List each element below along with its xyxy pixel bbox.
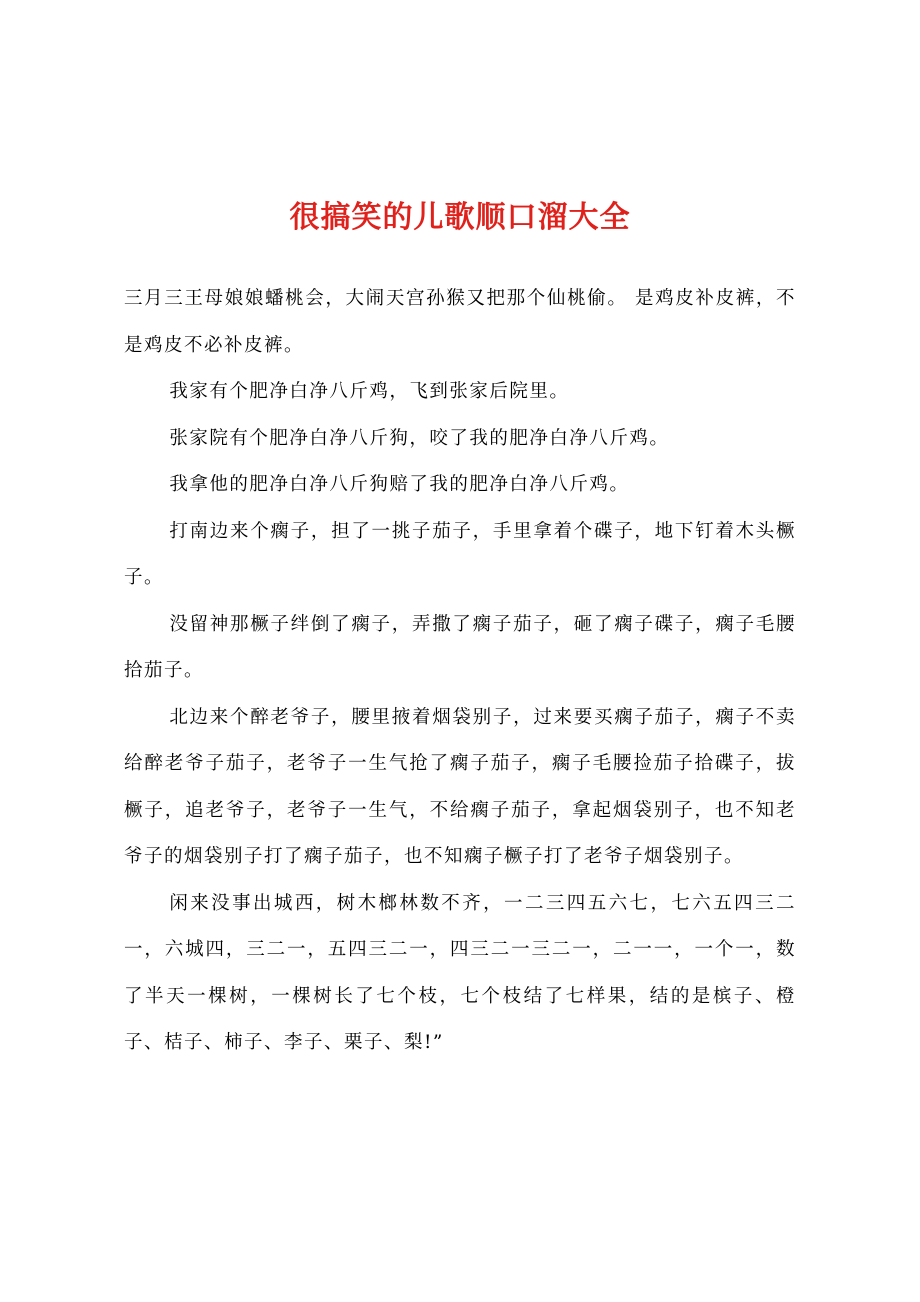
paragraph-7: 北边来个醉老爷子，腰里掖着烟袋别子，过来要买瘸子茄子，瘸子不卖给醉老爷子茄子，老爷子一生气抢了瘸子茄子，瘸子毛腰捡茄子拾碟子，拔橛子，追老爷子，老爷子一生气，不给瘸子茄子，拿起烟袋别子，也不知老爷子的烟袋别子打了瘸子茄子，也不知瘸子橛子打了老爷子烟袋别子。 xyxy=(124,706,796,867)
paragraph-6: 没留神那橛子绊倒了瘸子，弄撒了瘸子茄子，砸了瘸子碟子，瘸子毛腰拾茄子。 xyxy=(124,613,796,681)
paragraph-5: 打南边来个瘸子，担了一挑子茄子，手里拿着个碟子，地下钉着木头橛子。 xyxy=(124,520,796,588)
paragraph-2: 我家有个肥净白净八斤鸡，飞到张家后院里。 xyxy=(169,381,570,402)
paragraph-8: 闲来没事出城西，树木榔林数不齐，一二三四五六七，七六五四三二一，六城四，三二一，五四三二一，四三二一三二一，二一一，一个一，数了半天一棵树，一棵树长了七个枝，七个枝结了七样果，结的是槟子、橙子、桔子、柿子、李子、栗子、梨!” xyxy=(124,892,796,1053)
paragraph-1: 三月三王母娘娘蟠桃会，大闹天宫孙猴又把那个仙桃偷。 是鸡皮补皮裤，不是鸡皮不必补皮裤。 xyxy=(124,288,796,356)
document-body xyxy=(124,276,796,1067)
paragraph-3: 张家院有个肥净白净八斤狗，咬了我的肥净白净八斤鸡。 xyxy=(169,427,670,449)
paragraph-4: 我拿他的肥净白净八斤狗赔了我的肥净白净八斤鸡。 xyxy=(169,474,630,495)
page-title: 很搞笑的儿歌顺口溜大全 xyxy=(289,200,631,235)
